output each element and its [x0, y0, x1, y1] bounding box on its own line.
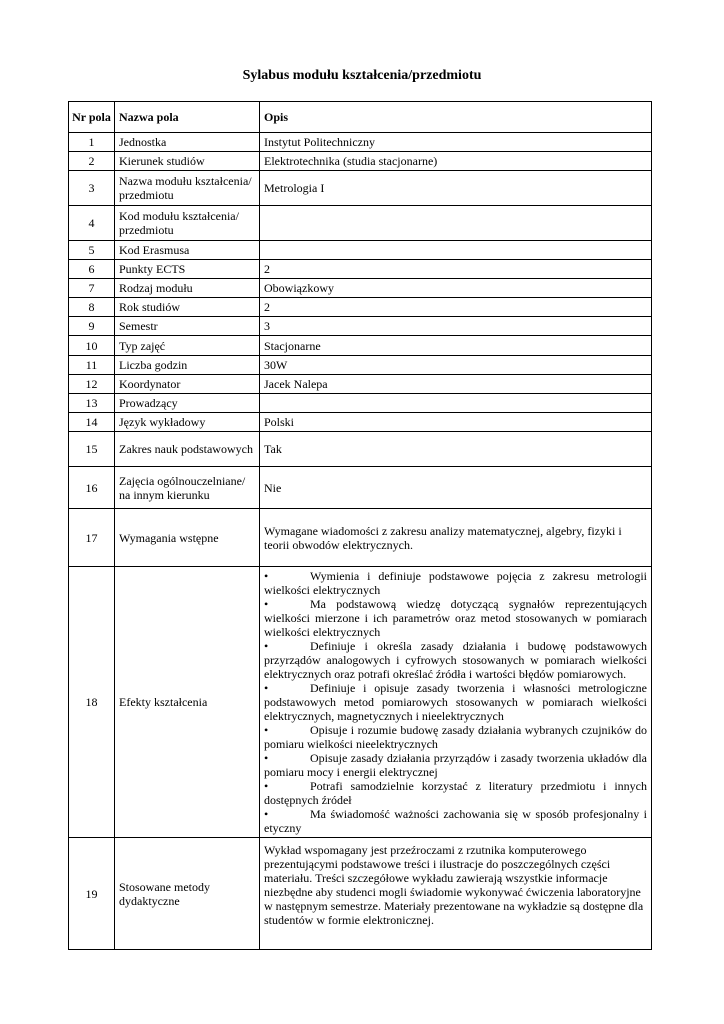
row-nr: 1: [69, 133, 115, 152]
row-nr: 16: [69, 467, 115, 509]
row-name: Język wykładowy: [115, 413, 260, 432]
row-name: Wymagania wstępne: [115, 509, 260, 567]
row-desc: [260, 241, 652, 260]
row-name: Typ zajęć: [115, 336, 260, 356]
row-desc: 3: [260, 317, 652, 336]
effect-text: Definiuje i określa zasady działania i budowę podstawowych przyrządów analogowych i cyfrowych stosowanych w pomiarach wielkości elektrycznych oraz potrafi określać źródła i wartości błędów pomiarowych.: [264, 639, 647, 681]
list-item: [264, 779, 647, 807]
row-desc: Jacek Nalepa: [260, 375, 652, 394]
row-desc: 2: [260, 260, 652, 279]
bullet: •: [264, 751, 269, 765]
row-nr: 12: [69, 375, 115, 394]
row-nr: 5: [69, 241, 115, 260]
row-nr: 8: [69, 298, 115, 317]
row-desc: [260, 394, 652, 413]
table-row-effects: [69, 567, 652, 838]
bullet: •: [264, 723, 269, 737]
row-name: Punkty ECTS: [115, 260, 260, 279]
list-item: [264, 723, 647, 751]
bullet: •: [264, 569, 269, 583]
table-row: [69, 413, 652, 432]
row-name: Jednostka: [115, 133, 260, 152]
header-name: Nazwa pola: [115, 102, 260, 133]
row-desc: [260, 206, 652, 241]
row-nr: 3: [69, 171, 115, 206]
row-nr: 17: [69, 509, 115, 567]
bullet: •: [264, 597, 269, 611]
table-row: [69, 432, 652, 467]
table-row: [69, 298, 652, 317]
table-row: [69, 317, 652, 336]
row-name: Kierunek studiów: [115, 152, 260, 171]
effect-text: Definiuje i opisuje zasady tworzenia i własności metrologiczne podstawowych metod pomiarowych stosowanych w pomiarach wielkości elektrycznych, magnetycznych i nieelektrycznych: [264, 681, 647, 723]
effect-text: Ma podstawową wiedzę dotyczącą sygnałów reprezentujących wielkości mierzone i ich parametrów oraz metod stosowanych w pomiarach wielkości elektrycznych: [264, 597, 647, 639]
syllabus-table: [68, 101, 652, 950]
row-name: Nazwa modułu kształcenia/ przedmiotu: [115, 171, 260, 206]
row-desc: Wykład wspomagany jest przeźroczami z rzutnika komputerowego prezentującymi podstawowe treści i ilustracje do poszczególnych części materiału. Treści szczegółowe wykładu zawierają wszystkie informacje niezbędne aby studenci mogli świadomie wykonywać ćwiczenia laboratoryjne w następnym semestrze. Materiały prezentowane na wykładzie są dostępne dla studentów w formie elektronicznej.: [260, 838, 652, 950]
effects-list: [264, 569, 647, 835]
list-item: [264, 681, 647, 723]
effect-text: Opisuje zasady działania przyrządów i zasady tworzenia układów dla pomiaru mocy i energii elektrycznej: [264, 751, 647, 779]
row-desc: Polski: [260, 413, 652, 432]
row-nr: 9: [69, 317, 115, 336]
row-nr: 18: [69, 567, 115, 838]
row-name: Liczba godzin: [115, 356, 260, 375]
table-row: [69, 133, 652, 152]
row-name: Rodzaj modułu: [115, 279, 260, 298]
row-nr: 7: [69, 279, 115, 298]
row-desc: Stacjonarne: [260, 336, 652, 356]
row-name: Zajęcia ogólnouczelniane/ na innym kierunku: [115, 467, 260, 509]
list-item: [264, 597, 647, 639]
effect-text: Opisuje i rozumie budowę zasady działania wybranych czujników do pomiaru wielkości nieelektrycznych: [264, 723, 647, 751]
row-desc: Wymagane wiadomości z zakresu analizy matematycznej, algebry, fizyki i teorii obwodów elektrycznych.: [260, 509, 652, 567]
effect-text: Potrafi samodzielnie korzystać z literatury przedmiotu i innych dostępnych źródeł: [264, 779, 647, 807]
row-name: Semestr: [115, 317, 260, 336]
effect-text: Wymienia i definiuje podstawowe pojęcia z zakresu metrologii wielkości elektrycznych: [264, 569, 647, 597]
table-header-row: [69, 102, 652, 133]
table-row: [69, 152, 652, 171]
list-item: [264, 569, 647, 597]
table-row: [69, 467, 652, 509]
table-row: [69, 260, 652, 279]
row-nr: 11: [69, 356, 115, 375]
table-row: [69, 206, 652, 241]
row-name: Koordynator: [115, 375, 260, 394]
effects-cell: [260, 567, 652, 838]
table-row: [69, 171, 652, 206]
row-name: Kod modułu kształcenia/ przedmiotu: [115, 206, 260, 241]
row-desc: Metrologia I: [260, 171, 652, 206]
row-name: Rok studiów: [115, 298, 260, 317]
bullet: •: [264, 639, 269, 653]
row-desc: 30W: [260, 356, 652, 375]
header-desc: Opis: [260, 102, 652, 133]
bullet: •: [264, 807, 269, 821]
row-name: Efekty kształcenia: [115, 567, 260, 838]
row-nr: 4: [69, 206, 115, 241]
document-title: Sylabus modułu kształcenia/przedmiotu: [242, 68, 482, 83]
row-name: Stosowane metody dydaktyczne: [115, 838, 260, 950]
row-nr: 6: [69, 260, 115, 279]
row-desc: Nie: [260, 467, 652, 509]
row-nr: 2: [69, 152, 115, 171]
table-row: [69, 838, 652, 950]
table-row: [69, 279, 652, 298]
row-name: Kod Erasmusa: [115, 241, 260, 260]
list-item: [264, 639, 647, 681]
row-desc: Instytut Politechniczny: [260, 133, 652, 152]
row-desc: 2: [260, 298, 652, 317]
header-nr: Nr pola: [69, 102, 115, 133]
row-name: Prowadzący: [115, 394, 260, 413]
row-desc: Tak: [260, 432, 652, 467]
row-nr: 10: [69, 336, 115, 356]
bullet: •: [264, 779, 269, 793]
bullet: •: [264, 681, 269, 695]
list-item: [264, 807, 647, 835]
row-name: Zakres nauk podstawowych: [115, 432, 260, 467]
row-nr: 14: [69, 413, 115, 432]
row-desc: Elektrotechnika (studia stacjonarne): [260, 152, 652, 171]
table-row: [69, 336, 652, 356]
row-nr: 15: [69, 432, 115, 467]
table-row: [69, 509, 652, 567]
table-row: [69, 356, 652, 375]
row-nr: 13: [69, 394, 115, 413]
table-row: [69, 375, 652, 394]
table-row: [69, 394, 652, 413]
effect-text: Ma świadomość ważności zachowania się w sposób profesjonalny i etyczny: [264, 807, 647, 835]
table-row: [69, 241, 652, 260]
row-desc: Obowiązkowy: [260, 279, 652, 298]
list-item: [264, 751, 647, 779]
row-nr: 19: [69, 838, 115, 950]
